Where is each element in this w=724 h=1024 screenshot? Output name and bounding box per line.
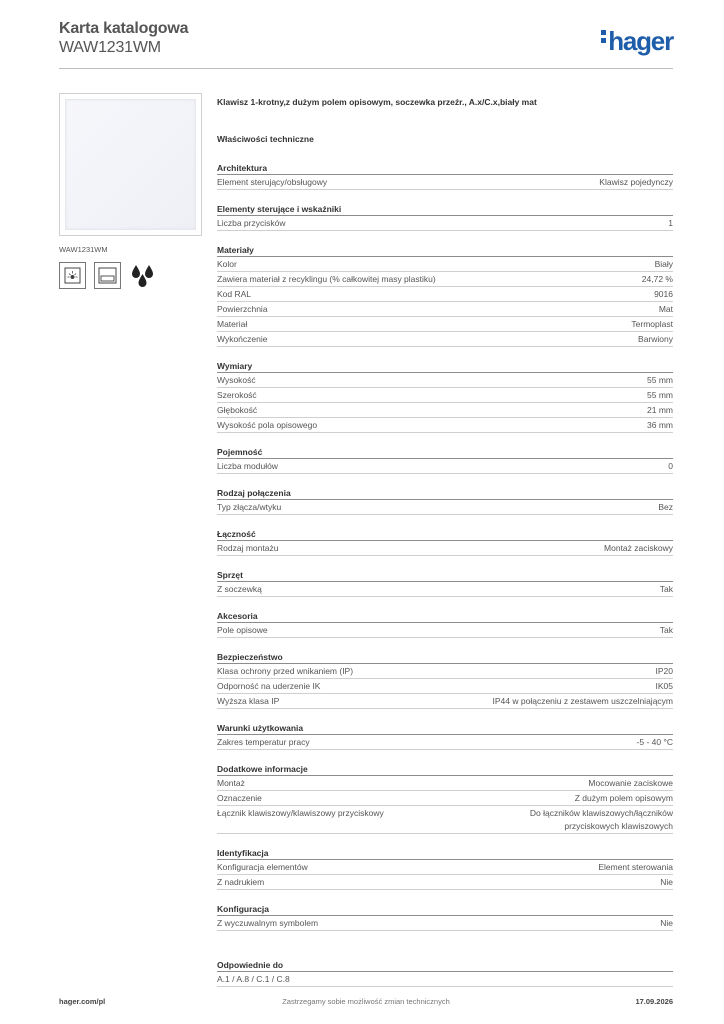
spec-section: [217, 763, 673, 834]
section-title: Akcesoria: [217, 611, 258, 621]
spec-row: [217, 388, 673, 403]
switch-plate-illustration: [65, 99, 196, 230]
spec-row: [217, 257, 673, 272]
spec-row: [217, 679, 673, 694]
spec-label: Liczba przycisków: [217, 218, 286, 228]
spec-row: [217, 459, 673, 474]
spec-label: Oznaczenie: [217, 793, 262, 803]
spec-value: Termoplast: [631, 319, 673, 329]
section-title: Łączność: [217, 529, 256, 539]
spec-section: [217, 722, 673, 750]
spec-label: Wykończenie: [217, 334, 268, 344]
spec-row: [217, 860, 673, 875]
spec-row: [217, 582, 673, 597]
spec-label: Powierzchnia: [217, 304, 268, 314]
spec-value: IK05: [655, 681, 673, 691]
footer-date: 17.09.2026: [635, 997, 673, 1006]
section-title: Elementy sterujące i wskaźniki: [217, 204, 342, 214]
spec-value: Tak: [659, 625, 673, 635]
spec-label: Zawiera materiał z recyklingu (% całkowitej masy plastiku): [217, 274, 436, 284]
spec-section: [217, 162, 673, 190]
spec-row: [217, 175, 673, 190]
spec-row: [217, 623, 673, 638]
label-field-icon: [94, 262, 121, 289]
spec-value: 21 mm: [647, 405, 673, 415]
spec-section: [217, 528, 673, 556]
spec-label: A.1 / A.8 / C.1 / C.8: [217, 974, 290, 984]
product-details: [217, 93, 673, 1000]
section-title: Odpowiednie do: [217, 960, 284, 970]
spec-value: 55 mm: [647, 375, 673, 385]
logo-text: hager: [608, 26, 673, 56]
spec-value: Montaż zaciskowy: [604, 543, 673, 553]
product-code: WAW1231WM: [59, 39, 161, 56]
header-divider: [59, 68, 673, 69]
spec-value: IP20: [655, 666, 673, 676]
spec-row: [217, 791, 673, 806]
spec-value: Bez: [658, 502, 673, 512]
spec-row: [217, 216, 673, 231]
spec-value: Element sterowania: [598, 862, 673, 872]
spec-value: Biały: [654, 259, 673, 269]
spec-row: [217, 694, 673, 709]
spec-section: [217, 569, 673, 597]
spec-label: Liczba modułów: [217, 461, 278, 471]
spec-label: Materiał: [217, 319, 248, 329]
section-title: Pojemność: [217, 447, 263, 457]
spec-label: Z nadrukiem: [217, 877, 265, 887]
section-title: Bezpieczeństwo: [217, 652, 283, 662]
spec-label: Łącznik klawiszowy/klawiszowy przyciskowy: [217, 808, 384, 818]
feature-icons: [59, 262, 202, 289]
spec-value: Tak: [659, 584, 673, 594]
spec-label: Montaż: [217, 778, 245, 788]
spec-section: [217, 360, 673, 433]
spec-row: [217, 541, 673, 556]
section-title: Rodzaj połączenia: [217, 488, 291, 498]
spec-row: [217, 317, 673, 332]
spec-label: Pole opisowe: [217, 625, 268, 635]
spec-section: [217, 651, 673, 709]
spec-section: [217, 903, 673, 931]
spec-row: [217, 302, 673, 317]
spec-label: Wyższa klasa IP: [217, 696, 280, 706]
spec-section: [217, 244, 673, 347]
spec-label: Konfiguracja elementów: [217, 862, 308, 872]
spec-value: Mocowanie zaciskowe: [588, 778, 673, 788]
spec-label: Odporność na uderzenie IK: [217, 681, 321, 691]
section-title: Sprzęt: [217, 570, 243, 580]
spec-value: 55 mm: [647, 390, 673, 400]
spec-row: [217, 735, 673, 750]
spec-section: [217, 487, 673, 515]
product-image: [59, 93, 202, 236]
spec-label: Kod RAL: [217, 289, 252, 299]
spec-section: [217, 203, 673, 231]
spec-row: [217, 373, 673, 388]
spec-label: Głębokość: [217, 405, 258, 415]
section-title: Identyfikacja: [217, 848, 269, 858]
spec-label: Rodzaj montażu: [217, 543, 279, 553]
document-title: Karta katalogowa: [59, 20, 189, 37]
section-title: Konfiguracja: [217, 904, 269, 914]
spec-value: Mat: [658, 304, 673, 314]
spec-section: [217, 446, 673, 474]
section-title: Warunki użytkowania: [217, 723, 304, 733]
spec-value: 9016: [654, 289, 673, 299]
product-media: [59, 93, 202, 289]
spec-row: [217, 418, 673, 433]
spec-row: [217, 972, 673, 987]
image-caption: WAW1231WM: [59, 245, 108, 254]
spec-label: Kolor: [217, 259, 237, 269]
spec-value: -5 - 40 °C: [636, 737, 673, 747]
spec-row: [217, 664, 673, 679]
spec-value: 0: [668, 461, 673, 471]
water-drops-icon: [129, 262, 156, 289]
spec-row: [217, 332, 673, 347]
spec-label: Z wyczuwalnym symbolem: [217, 918, 319, 928]
spec-row: [217, 403, 673, 418]
spec-value: 24,72 %: [641, 274, 673, 284]
section-title: Dodatkowe informacje: [217, 764, 308, 774]
spec-value: Do łączników klawiszowych/łączników przyciskowych klawiszowych: [529, 808, 673, 831]
technical-properties-heading: Właściwości techniczne: [217, 134, 314, 144]
spec-label: Z soczewką: [217, 584, 262, 594]
spec-value: 1: [668, 218, 673, 228]
spec-label: Zakres temperatur pracy: [217, 737, 310, 747]
footer-disclaimer: Zastrzegamy sobie możliwość zmian technicznych: [282, 997, 450, 1006]
spec-section: [217, 959, 673, 987]
spec-row: [217, 916, 673, 931]
section-title: Architektura: [217, 163, 268, 173]
spec-label: Szerokość: [217, 390, 257, 400]
spec-label: Element sterujący/obsługowy: [217, 177, 328, 187]
spec-section: [217, 847, 673, 890]
spec-value: IP44 w połączeniu z zestawem uszczelniającym: [492, 696, 673, 706]
spec-value: Nie: [660, 877, 673, 887]
spec-row: [217, 287, 673, 302]
hager-logo: [601, 26, 673, 57]
spec-row: [217, 806, 673, 834]
section-title: Materiały: [217, 245, 254, 255]
spec-label: Wysokość pola opisowego: [217, 420, 318, 430]
spec-row: [217, 875, 673, 890]
spec-value: Barwiony: [638, 334, 673, 344]
spec-label: Klasa ochrony przed wnikaniem (IP): [217, 666, 354, 676]
page-header: [59, 20, 673, 70]
spec-value: Nie: [660, 918, 673, 928]
spec-row: [217, 272, 673, 287]
spec-row: [217, 776, 673, 791]
spec-label: Wysokość: [217, 375, 256, 385]
spec-value: Klawisz pojedynczy: [599, 177, 673, 187]
section-title: Wymiary: [217, 361, 253, 371]
logo-dots-icon: [601, 30, 606, 46]
illuminated-symbol-icon: [59, 262, 86, 289]
product-description: Klawisz 1-krotny,z dużym polem opisowym, soczewka przeźr., A.x/C.x,biały mat: [217, 97, 537, 107]
spec-sections: [217, 162, 673, 987]
spec-row: [217, 500, 673, 515]
spec-section: [217, 610, 673, 638]
spec-label: Typ złącza/wtyku: [217, 502, 282, 512]
footer-url[interactable]: hager.com/pl: [59, 997, 106, 1006]
spec-value: 36 mm: [647, 420, 673, 430]
spec-value: Z dużym polem opisowym: [574, 793, 673, 803]
